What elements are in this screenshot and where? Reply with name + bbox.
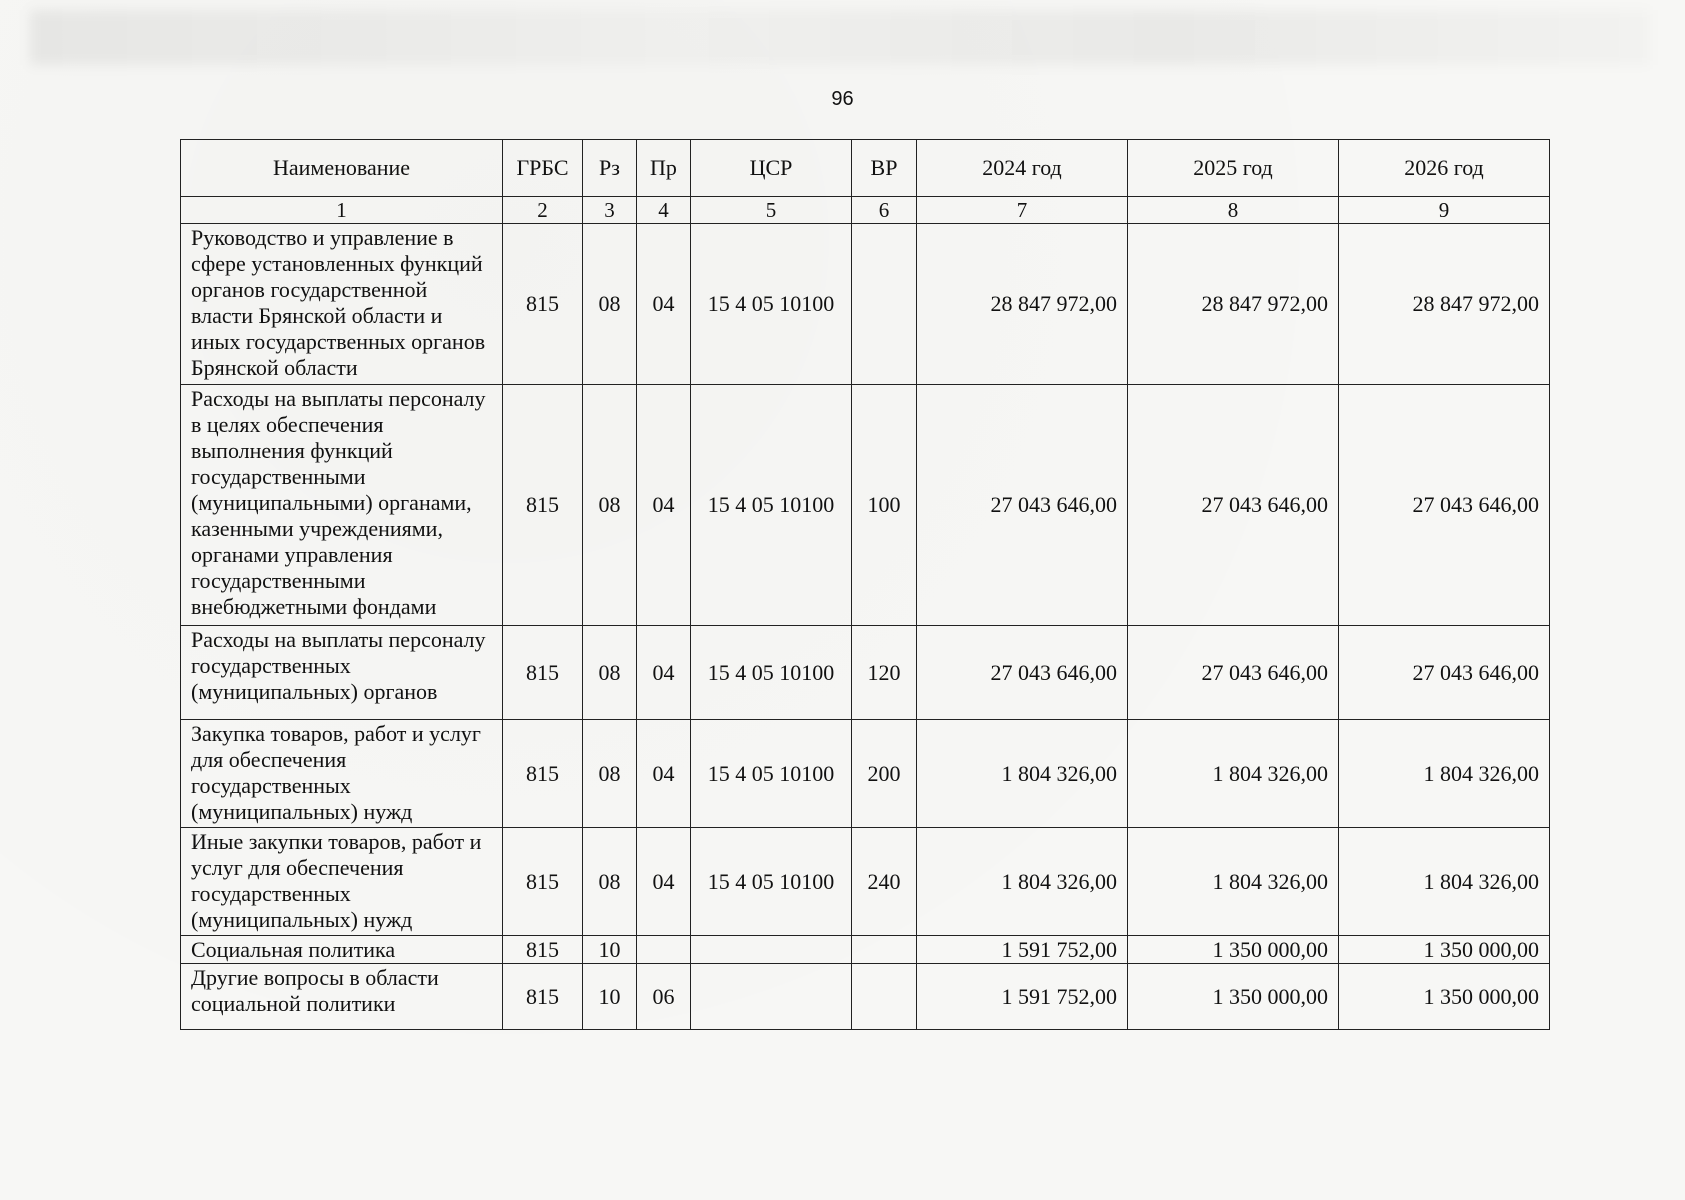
row-vr: 200 [852,720,917,828]
header-row [181,140,1550,197]
row-csr [691,964,852,1030]
row-grbs: 815 [503,964,583,1030]
column-number: 2 [503,197,583,224]
row-2025: 28 847 972,00 [1128,224,1339,385]
row-vr: 240 [852,828,917,936]
row-grbs: 815 [503,828,583,936]
row-2026: 27 043 646,00 [1339,385,1550,626]
header-2024: 2024 год [917,140,1128,197]
row-csr: 15 4 05 10100 [691,224,852,385]
row-2024: 28 847 972,00 [917,224,1128,385]
header-pr: Пр [637,140,691,197]
row-name: Иные закупки товаров, работ и услуг для обеспечения государственных (муниципальных) нужд [181,828,503,936]
column-number-row [181,197,1550,224]
row-vr: 100 [852,385,917,626]
row-grbs: 815 [503,626,583,720]
table-row [181,964,1550,1030]
row-grbs: 815 [503,720,583,828]
row-2025: 1 804 326,00 [1128,828,1339,936]
row-2024: 1 591 752,00 [917,936,1128,964]
row-rz: 08 [583,828,637,936]
row-pr: 04 [637,720,691,828]
row-name: Расходы на выплаты персоналу в целях обеспечения выполнения функций государственными (муниципальными) органами, казенными учреждениями, органами управления государственными внебюджетными фондами [181,385,503,626]
table-row [181,720,1550,828]
row-name: Социальная политика [181,936,503,964]
column-number: 5 [691,197,852,224]
header-name: Наименование [181,140,503,197]
row-vr [852,964,917,1030]
row-2026: 1 350 000,00 [1339,936,1550,964]
row-name: Руководство и управление в сфере установленных функций органов государственной власти Брянской области и иных государственных органов Брянской области [181,224,503,385]
row-pr: 04 [637,385,691,626]
row-pr: 06 [637,964,691,1030]
row-name: Расходы на выплаты персоналу государственных (муниципальных) органов [181,626,503,720]
column-number: 4 [637,197,691,224]
row-name: Другие вопросы в области социальной политики [181,964,503,1030]
header-2026: 2026 год [1339,140,1550,197]
row-pr: 04 [637,626,691,720]
row-csr [691,936,852,964]
row-csr: 15 4 05 10100 [691,720,852,828]
row-csr: 15 4 05 10100 [691,385,852,626]
budget-table [180,139,1550,1030]
row-rz: 08 [583,224,637,385]
row-grbs: 815 [503,385,583,626]
header-rz: Рз [583,140,637,197]
row-2026: 27 043 646,00 [1339,626,1550,720]
row-2026: 1 804 326,00 [1339,828,1550,936]
row-rz: 10 [583,936,637,964]
row-vr [852,936,917,964]
column-number: 8 [1128,197,1339,224]
row-2024: 1 591 752,00 [917,964,1128,1030]
table-row [181,626,1550,720]
table-row [181,936,1550,964]
row-name: Закупка товаров, работ и услуг для обеспечения государственных (муниципальных) нужд [181,720,503,828]
row-2025: 1 350 000,00 [1128,936,1339,964]
column-number: 1 [181,197,503,224]
header-2025: 2025 год [1128,140,1339,197]
row-pr: 04 [637,224,691,385]
row-grbs: 815 [503,224,583,385]
row-pr [637,936,691,964]
row-rz: 08 [583,720,637,828]
column-number: 9 [1339,197,1550,224]
column-number: 3 [583,197,637,224]
header-vr: ВР [852,140,917,197]
table-row [181,828,1550,936]
table-row [181,224,1550,385]
header-grbs: ГРБС [503,140,583,197]
column-number: 7 [917,197,1128,224]
row-2024: 1 804 326,00 [917,828,1128,936]
row-2026: 1 350 000,00 [1339,964,1550,1030]
row-csr: 15 4 05 10100 [691,626,852,720]
header-csr: ЦСР [691,140,852,197]
row-2026: 1 804 326,00 [1339,720,1550,828]
row-2025: 1 350 000,00 [1128,964,1339,1030]
row-rz: 10 [583,964,637,1030]
row-2024: 1 804 326,00 [917,720,1128,828]
scan-artifact [30,10,1650,65]
row-2025: 27 043 646,00 [1128,626,1339,720]
row-vr: 120 [852,626,917,720]
page-number: 96 [831,88,854,110]
row-csr: 15 4 05 10100 [691,828,852,936]
row-2025: 1 804 326,00 [1128,720,1339,828]
row-rz: 08 [583,626,637,720]
row-2024: 27 043 646,00 [917,626,1128,720]
row-2024: 27 043 646,00 [917,385,1128,626]
column-number: 6 [852,197,917,224]
row-grbs: 815 [503,936,583,964]
row-vr [852,224,917,385]
row-pr: 04 [637,828,691,936]
row-2026: 28 847 972,00 [1339,224,1550,385]
table-row [181,385,1550,626]
row-2025: 27 043 646,00 [1128,385,1339,626]
row-rz: 08 [583,385,637,626]
